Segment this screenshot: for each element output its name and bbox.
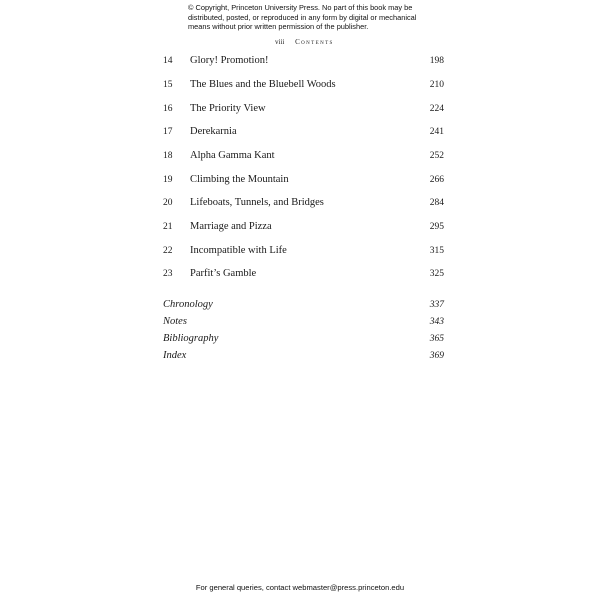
back-matter-entry[interactable] [0, 314, 600, 330]
chapter-number: 18 [163, 151, 173, 161]
running-head-title: Contents [295, 38, 334, 46]
back-matter-page: 337 [429, 300, 444, 310]
running-head-page-number: viii [275, 38, 285, 46]
back-matter-page: 369 [429, 351, 444, 361]
chapter-number: 16 [163, 104, 173, 114]
toc-entry[interactable] [0, 219, 600, 235]
footer-contact: For general queries, contact webmaster@press.princeton.edu [195, 583, 405, 592]
back-matter-title: Index [163, 350, 187, 361]
chapter-title: Alpha Gamma Kant [190, 150, 275, 161]
chapter-number: 15 [163, 80, 173, 90]
chapter-title: Glory! Promotion! [190, 55, 269, 66]
chapter-title: Derekarnia [190, 126, 237, 137]
toc-entry[interactable] [0, 101, 600, 117]
chapter-page: 284 [429, 198, 444, 208]
chapter-page: 295 [429, 222, 444, 232]
back-matter-entry[interactable] [0, 297, 600, 313]
chapter-number: 22 [163, 246, 173, 256]
chapter-page: 315 [429, 246, 444, 256]
back-matter-entry[interactable] [0, 348, 600, 364]
toc-entry[interactable] [0, 77, 600, 93]
chapter-number: 21 [163, 222, 173, 232]
chapter-page: 325 [429, 269, 444, 279]
toc-entry[interactable] [0, 148, 600, 164]
chapter-title: Lifeboats, Tunnels, and Bridges [190, 197, 324, 208]
chapter-title: Marriage and Pizza [190, 221, 272, 232]
chapter-title: The Blues and the Bluebell Woods [190, 79, 336, 90]
chapter-title: Climbing the Mountain [190, 174, 289, 185]
toc-entry[interactable] [0, 243, 600, 259]
toc-entry[interactable] [0, 53, 600, 69]
chapter-page: 210 [429, 80, 444, 90]
back-matter-title: Notes [163, 316, 187, 327]
chapter-number: 23 [163, 269, 173, 279]
chapter-number: 17 [163, 127, 173, 137]
chapter-number: 14 [163, 56, 173, 66]
back-matter-page: 343 [429, 317, 444, 327]
toc-entry[interactable] [0, 172, 600, 188]
chapter-page: 241 [429, 127, 444, 137]
chapter-title: The Priority View [190, 103, 266, 114]
back-matter-page: 365 [429, 334, 444, 344]
running-head [275, 38, 334, 46]
chapter-title: Parfit’s Gamble [190, 268, 257, 279]
chapter-number: 20 [163, 198, 173, 208]
back-matter-entry[interactable] [0, 331, 600, 347]
toc-entry[interactable] [0, 266, 600, 282]
copyright-notice: © Copyright, Princeton University Press. No part of this book may be distributed, posted, or reproduced in any form by digital or mechanical means without prior written permission of the publisher. [188, 3, 417, 32]
chapter-page: 266 [429, 175, 444, 185]
chapter-page: 252 [429, 151, 444, 161]
toc-entry[interactable] [0, 195, 600, 211]
chapter-page: 198 [429, 56, 444, 66]
chapter-page: 224 [429, 104, 444, 114]
back-matter-title: Bibliography [163, 333, 219, 344]
chapter-title: Incompatible with Life [190, 245, 287, 256]
toc-entry[interactable] [0, 124, 600, 140]
back-matter-title: Chronology [163, 299, 213, 310]
chapter-number: 19 [163, 175, 173, 185]
